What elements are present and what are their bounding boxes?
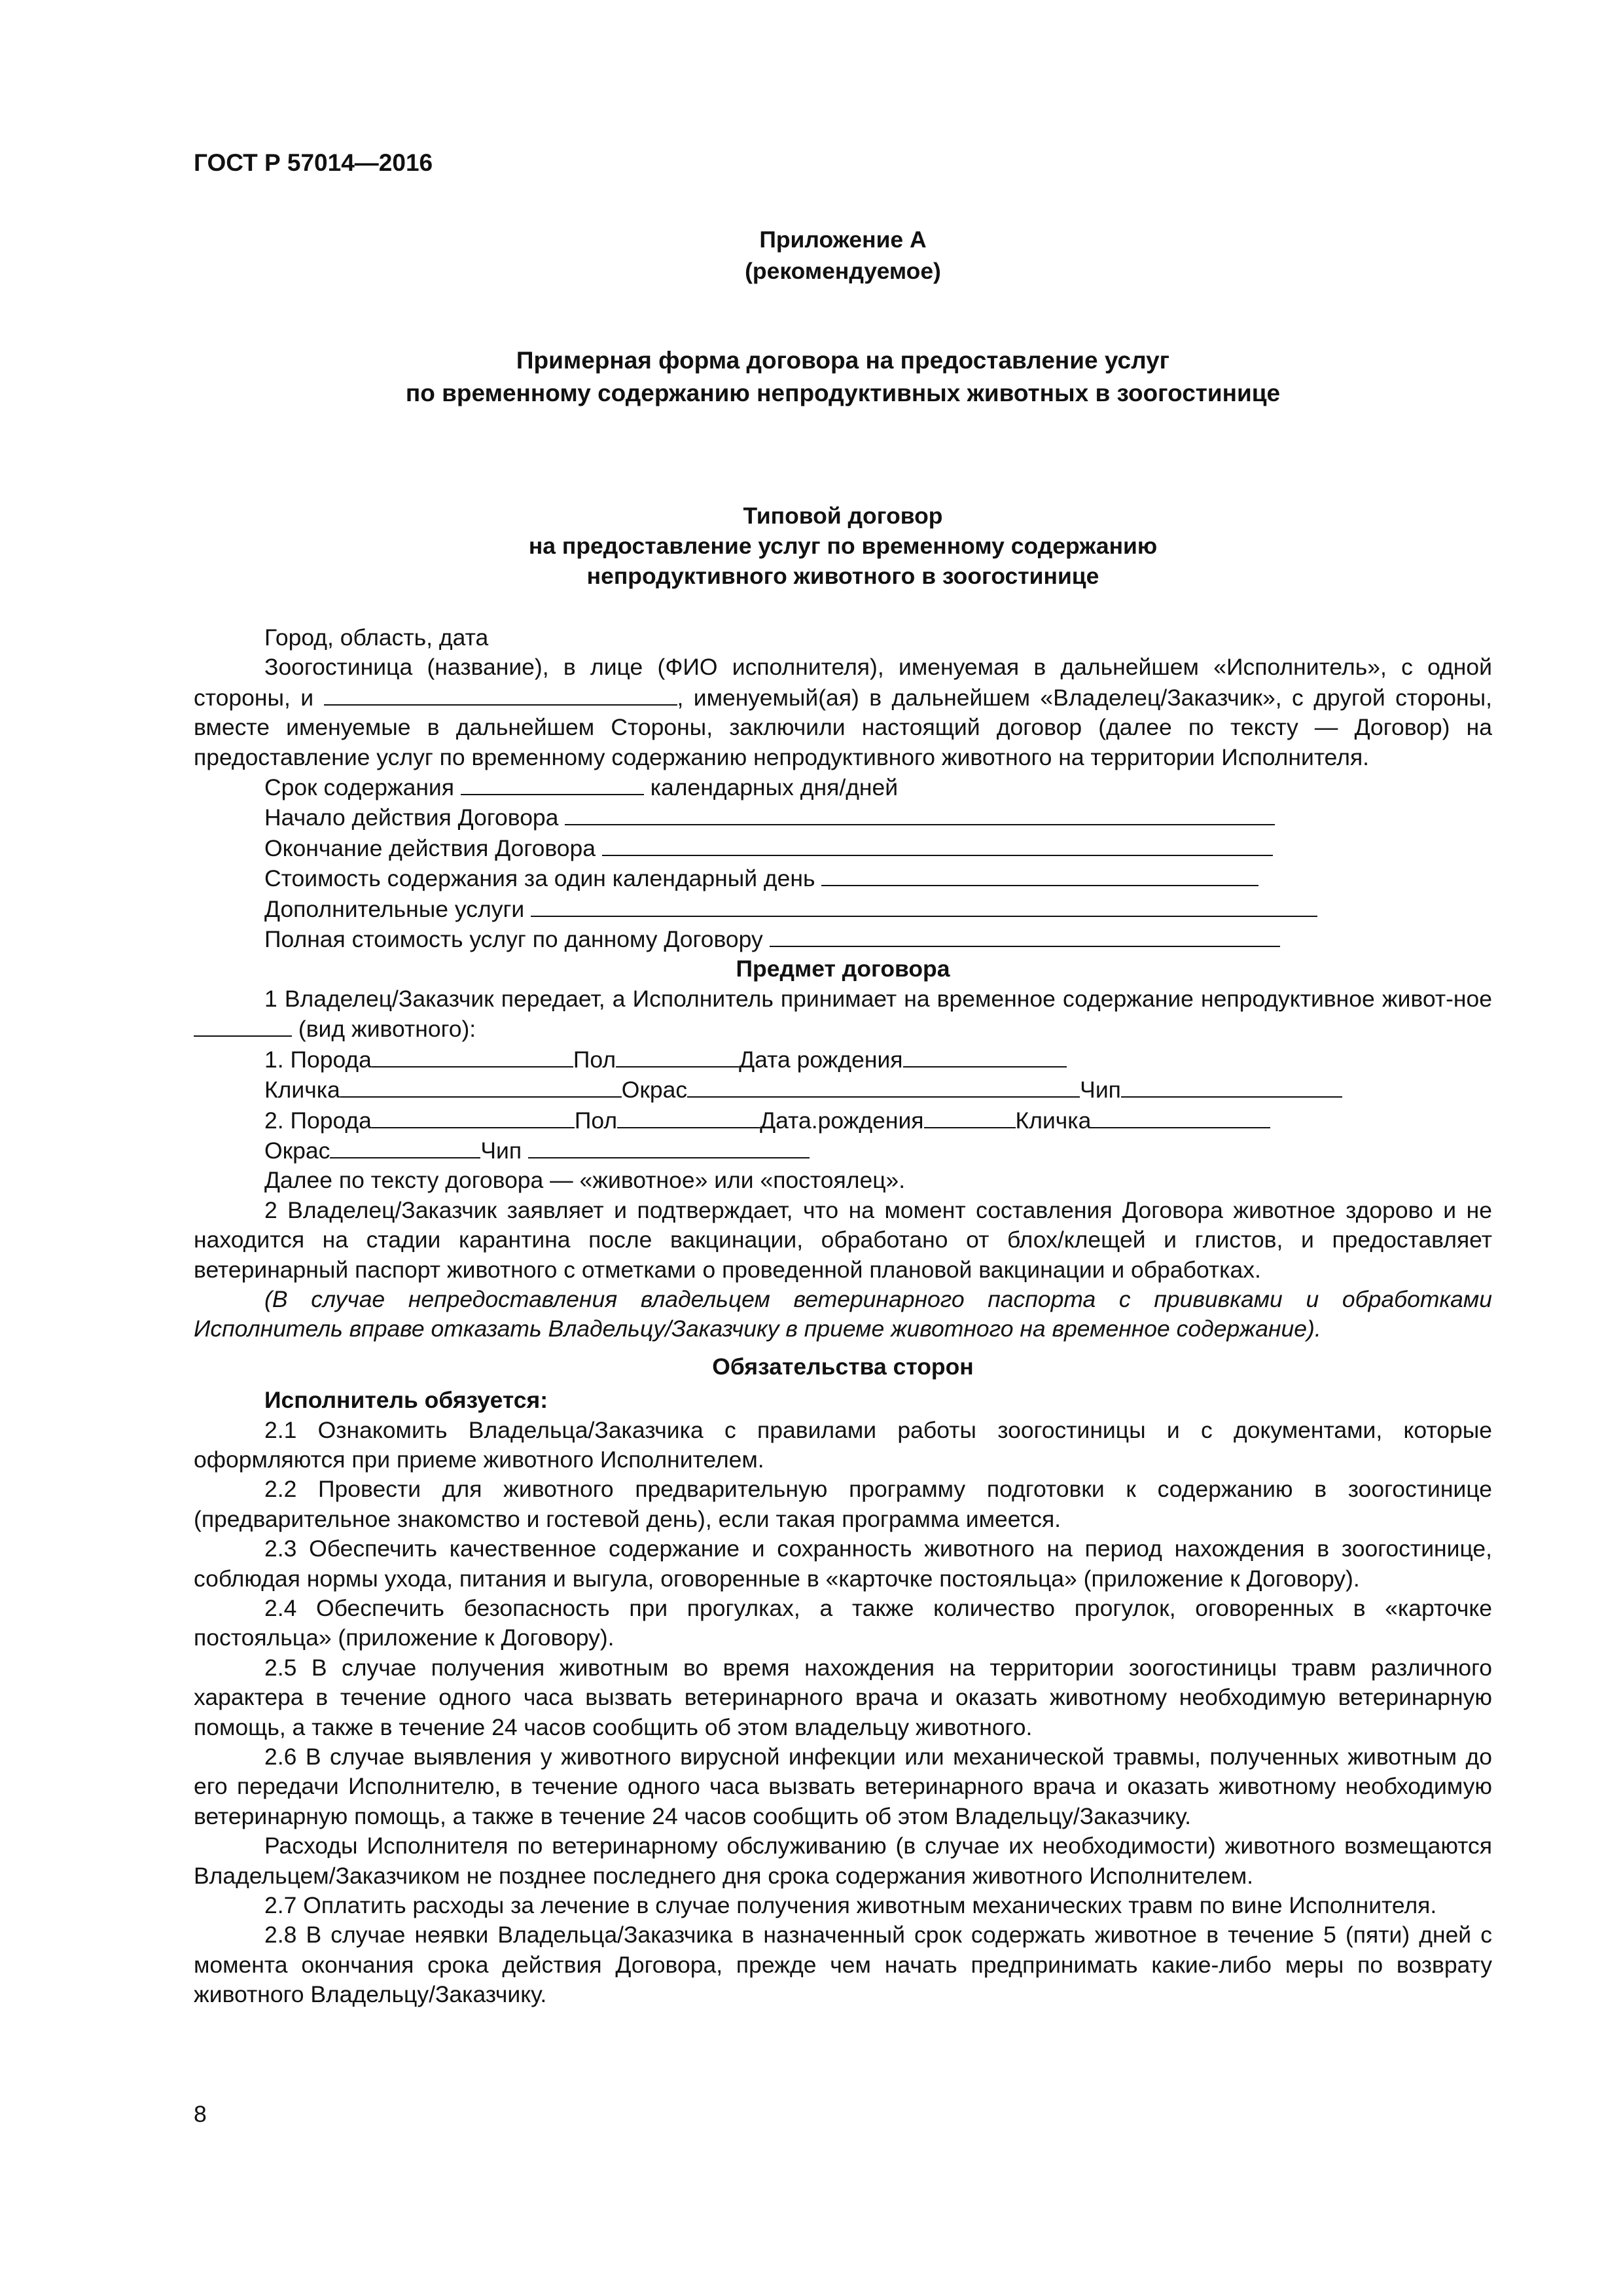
contract-title-line2: на предоставление услуг по временному содержанию — [528, 533, 1158, 559]
owner-name-blank[interactable] — [324, 683, 677, 706]
name1-blank[interactable] — [340, 1075, 622, 1098]
daily-cost-line: Стоимость содержания за один календарный день — [194, 863, 1492, 893]
extra-line: Дополнительные услуги — [194, 894, 1492, 924]
hereafter-line: Далее по тексту договора — «животное» или «постоялец». — [264, 1167, 906, 1194]
form-title-line1: Примерная форма договора на предоставление услуг — [516, 347, 1170, 374]
obligation-item: 2.7 Оплатить расходы за лечение в случае получения животным механических травм по вине Исполнителя. — [264, 1892, 1437, 1919]
animal2-line1: 2. Порода Пол Дата.рождения Кличка — [194, 1105, 1492, 1136]
birth2-blank[interactable] — [924, 1105, 1016, 1128]
obligation-item: 2.3 Обеспечить качественное содержание и сохранность животного на период нахождения в зоогостинице, соблюдая нормы ухода, питания и выгула, оговоренные в «карточке постояльца» (приложение к Договору). — [194, 1535, 1492, 1592]
form-title-line2: по временному содержанию непродуктивных животных в зоогостинице — [405, 380, 1281, 406]
breed1-blank[interactable] — [372, 1045, 573, 1067]
contract-title-line1: Типовой договор — [743, 503, 943, 529]
color2-blank[interactable] — [330, 1136, 480, 1158]
breed2-blank[interactable] — [372, 1105, 575, 1128]
subject-p2: 2 Владелец/Заказчик заявляет и подтверждает, что на момент составления Договора животное здорово и не находится на стадии карантина после вакцинации, обработано от блох/клещей и глистов, и предоставляет ветеринарный паспорт животного с отметками о проведенной плановой вакцинации и обработках. — [194, 1196, 1492, 1283]
end-line: Окончание действия Договора — [194, 833, 1492, 863]
subject-note: (В случае непредоставления владельцем ветеринарного паспорта с прививками и обработками Исполнитель вправе отказать Владельцу/Заказчику в приеме животного на временное содержание). — [194, 1285, 1492, 1342]
obligation-item: 2.2 Провести для животного предварительную программу подготовки к содержанию в зоогостинице (предварительное знакомство и гостевой день), если такая программа имеется. — [194, 1476, 1492, 1532]
name2-blank[interactable] — [1091, 1105, 1270, 1128]
total-line: Полная стоимость услуг по данному Договору — [194, 924, 1492, 954]
start-blank[interactable] — [565, 802, 1275, 825]
place-date: Город, область, дата — [264, 624, 489, 651]
animal2-line2: Окрас Чип — [194, 1136, 1492, 1166]
term-blank[interactable] — [461, 772, 644, 795]
extra-blank[interactable] — [531, 894, 1317, 917]
appendix-title: Приложение А — [759, 226, 927, 253]
animal-type-blank[interactable] — [194, 1014, 292, 1037]
obligations-heading: Обязательства сторон — [712, 1353, 974, 1380]
document-body — [194, 623, 1492, 2010]
executor-heading: Исполнитель обязуется: — [264, 1387, 548, 1414]
sex2-blank[interactable] — [617, 1105, 760, 1128]
chip2-blank[interactable] — [528, 1136, 810, 1158]
appendix-subtitle: (рекомендуемое) — [745, 258, 941, 284]
obligation-item: 2.6 В случае выявления у животного вирусной инфекции или механической травмы, полученных животным до его передачи Исполнителю, в течение одного часа вызвать ветеринарного врача и оказать животному необходимую ветеринарную помощь, а также в течение 24 часов сообщить об этом Владельцу/Заказчику. — [194, 1744, 1492, 1829]
document-code: ГОСТ Р 57014—2016 — [194, 149, 433, 176]
subject-p1: 1 Владелец/Заказчик передает, а Исполнитель принимает на временное содержание непродуктивное живот-ное (вид животного): — [194, 984, 1492, 1045]
animal1-line2: Кличка Окрас Чип — [194, 1075, 1492, 1105]
animal1-line1: 1. Порода Пол Дата рождения — [194, 1045, 1492, 1075]
subject-heading: Предмет договора — [736, 956, 950, 982]
obligation-item: 2.5 В случае получения животным во время нахождения на территории зоогостиницы травм различного характера в течение одного часа вызвать ветеринарного врача и оказать животному необходимую ветеринарную помощь, а также в течение 24 часов сообщить об этом владельцу животного. — [194, 1654, 1492, 1740]
obligation-item: Расходы Исполнителя по ветеринарному обслуживанию (в случае их необходимости) животного возмещаются Владельцем/Заказчиком не позднее последнего дня срока содержания животного Исполнителем. — [194, 1833, 1492, 1889]
obligation-item: 2.8 В случае неявки Владельца/Заказчика в назначенный срок содержать животное в течение 5 (пяти) дней с момента окончания срока действия Договора, прежде чем начать предпринимать какие-либо меры по возврату животного Владельцу/Заказчику. — [194, 1922, 1492, 2008]
birth1-blank[interactable] — [903, 1045, 1067, 1067]
term-line: Срок содержания календарных дня/дней — [194, 772, 1492, 802]
page-number: 8 — [194, 2101, 207, 2127]
total-blank[interactable] — [770, 924, 1280, 947]
parties-paragraph: Зоогостиница (название), в лице (ФИО исполнителя), именуемая в дальнейшем «Исполнитель», с одной стороны, и , именуемый(ая) в дальнейшем «Владелец/Заказчик», с другой стороны, вместе именуемые в дальнейшем Стороны, заключили настоящий договор (далее по тексту — Договор) на предоставление услуг по временному содержанию непродуктивного животного на территории Исполнителя. — [194, 654, 1492, 770]
color1-blank[interactable] — [687, 1075, 1080, 1098]
obligation-item: 2.4 Обеспечить безопасность при прогулках, а также количество прогулок, оговоренных в «карточке постояльца» (приложение к Договору). — [194, 1595, 1492, 1651]
sex1-blank[interactable] — [616, 1045, 739, 1067]
end-blank[interactable] — [602, 833, 1273, 856]
obligation-item: 2.1 Ознакомить Владельца/Заказчика с правилами работы зоогостиницы и с документами, которые оформляются при приеме животного Исполнителем. — [194, 1416, 1492, 1473]
daily-cost-blank[interactable] — [821, 863, 1258, 886]
start-line: Начало действия Договора — [194, 802, 1492, 833]
contract-title-line3: непродуктивного животного в зоогостинице — [586, 563, 1099, 589]
chip1-blank[interactable] — [1121, 1075, 1342, 1098]
